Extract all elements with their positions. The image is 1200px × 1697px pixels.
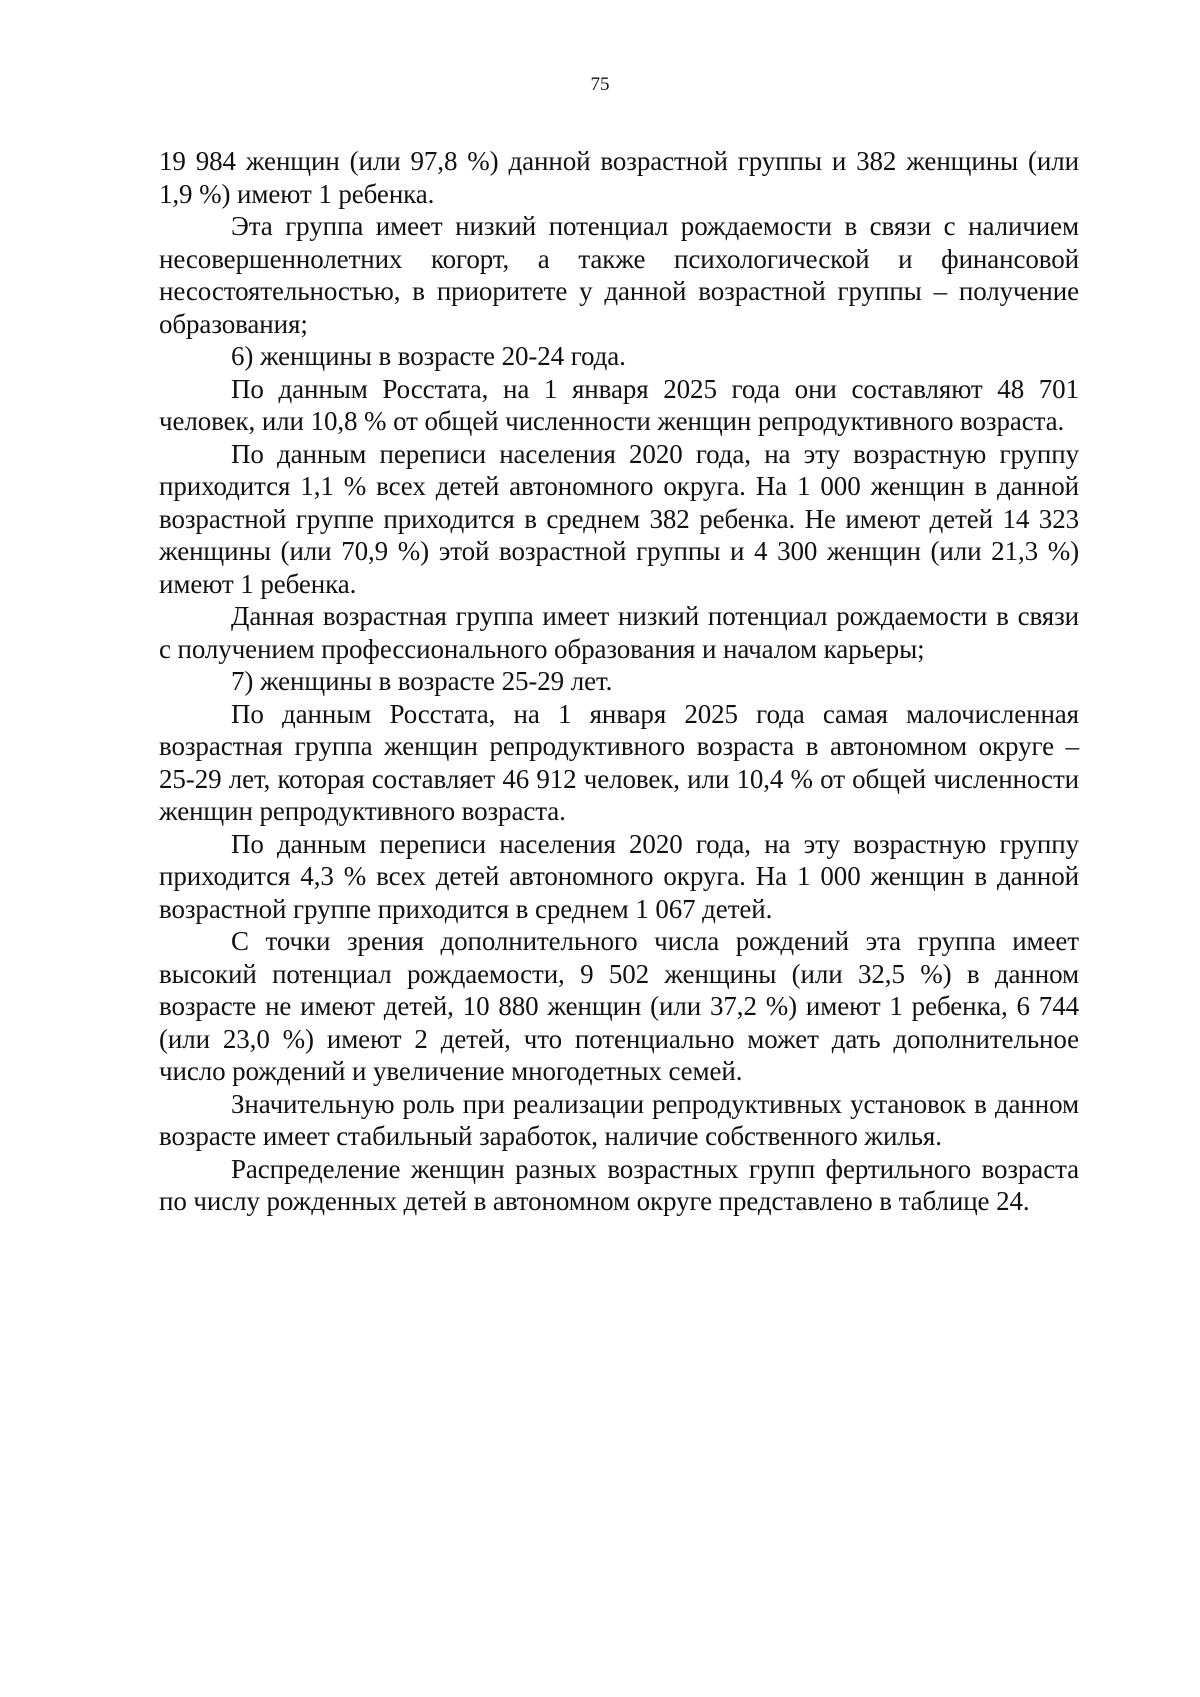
paragraph-stable-income: Значительную роль при реализации репродуктивных установок в данном возрасте имеет стабильный заработок, наличие собственного жилья. <box>159 1088 1079 1151</box>
paragraph-continuation: 19 984 женщин (или 97,8 %) данной возрастной группы и 382 женщины (или 1,9 %) имеют 1 ребенка. <box>159 146 1079 209</box>
paragraph-low-potential-15-19: Эта группа имеет низкий потенциал рождаемости в связи с наличием несовершеннолетних когорт, а также психологической и финансовой несостоятельностью, в приоритете у данной возрастной группы – получение образования; <box>159 211 1079 339</box>
page-number: 75 <box>590 74 610 95</box>
list-item-6: 6) женщины в возрасте 20-24 года. <box>231 341 626 371</box>
paragraph-table-reference: Распределение женщин разных возрастных групп фертильного возраста по числу рожденных детей в автономном округе представлено в таблице 24. <box>159 1153 1079 1216</box>
paragraph-low-potential-20-24: Данная возрастная группа имеет низкий потенциал рождаемости в связи с получением профессионального образования и началом карьеры; <box>159 601 1079 664</box>
paragraph-rosstat-20-24: По данным Росстата, на 1 января 2025 года они составляют 48 701 человек, или 10,8 % от общей численности женщин репродуктивного возраста. <box>159 373 1079 436</box>
paragraph-census-20-24: По данным переписи населения 2020 года, на эту возрастную группу приходится 1,1 % всех детей автономного округа. На 1 000 женщин в данной возрастной группе приходится в среднем 382 ребенка. Не имеют детей 14 323 женщины (или 70,9 %) этой возрастной группы и 4 300 женщин (или 21,3 %) имеют 1 ребенка. <box>159 438 1079 599</box>
paragraph-rosstat-25-29: По данным Росстата, на 1 января 2025 года самая малочисленная возрастная группа женщин репродуктивного возраста в автономном округе – 25-29 лет, которая составляет 46 912 человек, или 10,4 % от общей численности женщин репродуктивного возраста. <box>159 698 1079 826</box>
paragraph-high-potential-25-29: С точки зрения дополнительного числа рождений эта группа имеет высокий потенциал рождаемости, 9 502 женщины (или 32,5 %) в данном возрасте не имеют детей, 10 880 женщин (или 37,2 %) имеют 1 ребенка, 6 744 (или 23,0 %) имеют 2 детей, что потенциально может дать дополнительное число рождений и увеличение многодетных семей. <box>159 926 1079 1086</box>
paragraph-census-25-29: По данным переписи населения 2020 года, на эту возрастную группу приходится 4,3 % всех детей автономного округа. На 1 000 женщин в данной возрастной группе приходится в среднем 1 067 детей. <box>159 828 1079 924</box>
document-body <box>159 145 1079 1218</box>
list-item-7: 7) женщины в возрасте 25-29 лет. <box>231 666 613 696</box>
